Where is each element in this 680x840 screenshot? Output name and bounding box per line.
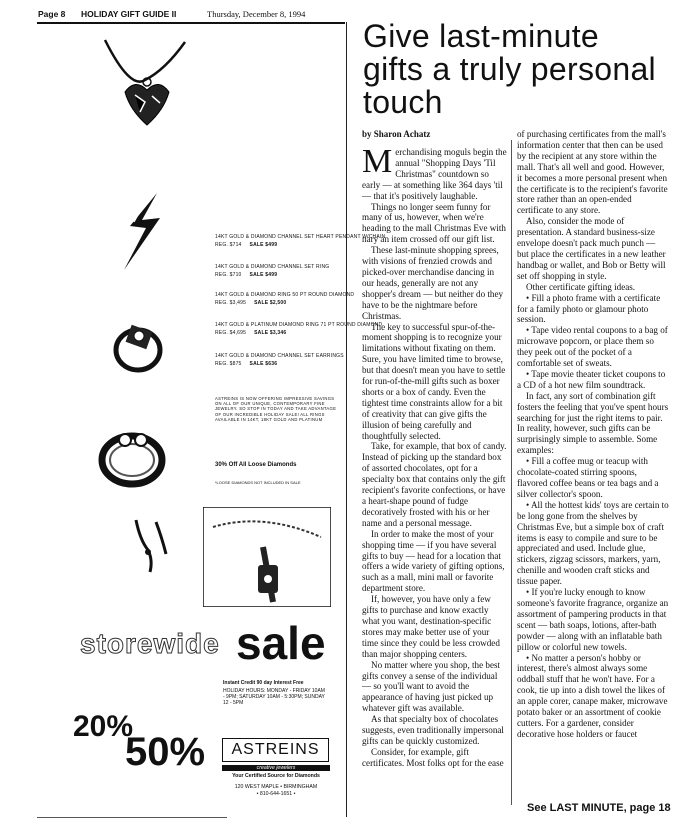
paragraph: In order to make the most of your shopping time — if you have several gifts to buy — head for a location that offers a wide variety of gifting options, such as a mall, mini mall or favorite department store. (362, 528, 505, 594)
store-slogan: Your Certified Source for Diamonds (232, 773, 320, 779)
paragraph: Take, for example, that box of candy. Instead of picking up the standard box of assorted chocolates, opt for a specialty box that contains only the gift recipient's favorite confections, or have a heart-shape pound of fudge decoratively frosted with his or her name and a personal message. (362, 441, 507, 528)
bracelet-photo (203, 507, 331, 607)
drop-cap: M (362, 143, 393, 180)
regular-price: REG. $3,495 (215, 300, 247, 306)
ad-product-item (215, 292, 354, 306)
paragraph: • Tape video rental coupons to a bag of microwave popcorn, or place them so they peek out of the pocket of a comfortable set of sweats. (517, 325, 668, 369)
store-phone: • 810-644-1651 • (256, 791, 296, 797)
product-description: 14KT GOLD & DIAMOND RING 50 PT ROUND DIAMOND (215, 292, 355, 298)
paragraph: If, however, you have only a few gifts to purchase and know exactly what you want, destination-specific stores may make better use of your time since they could be less crowded than major shopping centers. (362, 594, 500, 659)
paragraph: of purchasing certificates from the mall's information center that then can be used by the recipient at any store within the mall. That's all well and good. However, it becomes a more personal present when the certificate is to the recipient's favorite store rather than an open-ended certificate to any store. (517, 129, 668, 216)
ad-product-item (215, 353, 344, 367)
regular-price: REG. $875 (215, 361, 242, 367)
sale-heading: sale (236, 617, 326, 669)
paragraph: • All the hottest kids' toys are certain to be long gone from the shelves by Christmas Eve, but a simple box of craft items is easy to compile and sure to be appreciated and used. Include glue, stickers, zigzag scissors, markers, yarn, chenille and wooden craft sticks and tissue paper. (517, 499, 669, 587)
article-headline: Give last-minute gifts a truly personal touch (363, 18, 656, 120)
store-tagline: creative jewelers (222, 765, 330, 771)
store-logo: ASTREINS (222, 738, 329, 762)
paragraph: • Fill a photo frame with a certificate for a family photo or glamour photo session. (517, 292, 661, 325)
product-description: 14KT GOLD & DIAMOND CHANNEL SET RING (215, 264, 330, 270)
paragraph: The key to successful spur-of-the-moment shopping is to recognize your limitations without fixating on them. Sure, you have limited time to browse, but that doesn't mean you have to settle for run-of-the-mill gifts such as boxer shorts or a box of candy. Even the tightest time constraints allow for a bit of creativity that can give gifts the illusion of being carefully and thoughtfully selected. (362, 321, 506, 441)
discount-low: 20% (73, 710, 134, 743)
footer-rule (37, 817, 227, 818)
sale-price: SALE $636 (249, 361, 278, 367)
issue-date: Thursday, December 8, 1994 (207, 9, 306, 19)
paragraph: These last-minute shopping sprees, with visions of frenzied crowds and picked-over merchandise dancing in our heads, generally are not any shopper's dream — but neither do they have to be the nightmare before Christmas. (362, 245, 504, 321)
paragraph: • No matter a person's hobby or interest, there's almost always some oddball stuff that he won't have. For a cook, tie up into a dish towel the likes of an apple corer, canape maker, microwave potato baker or an assortment of cookie cutters. For a gardener, consider decorative hose holders or faucet (517, 652, 668, 739)
discount-high: 50% (125, 730, 206, 774)
ad-product-item (215, 264, 329, 278)
paragraph: In fact, any sort of combination gift fosters the feeling that you've spent hours searching for just the right items to pair. In reality, however, such gifts can be surprisingly simple to assemble. Some examples: (517, 390, 669, 456)
product-description: 14KT GOLD & PLATINUM DIAMOND RING 71 PT ROUND DIAMOND (215, 322, 383, 328)
paragraph: Also, consider the mode of presentation. A standard business-size envelope doesn't pack much punch — but place the certificates in a new leather handbag or wallet, and Bob or Betty will set off shopping in style. (517, 216, 666, 281)
paragraph: • Fill a coffee mug or teacup with chocolate-coated stirring spoons, flavored coffee beans or tea bags and a silver collector's spoon. (517, 456, 659, 499)
article-column-2 (517, 129, 669, 740)
ad-product-item (215, 234, 385, 248)
header-rule (37, 22, 345, 24)
regular-price: REG. $714 (215, 242, 242, 248)
storewide-heading: storewide (80, 628, 220, 659)
article-column-1 (362, 143, 507, 769)
column-divider (346, 22, 347, 817)
product-description: 14KT GOLD & DIAMOND CHANNEL SET EARRINGS (215, 353, 344, 359)
sale-price: SALE $499 (249, 242, 278, 248)
diamond-ring-photo (108, 318, 168, 378)
paragraph: Things no longer seem funny for many of us, however, when we're heading to the mall Christmas Eve with nary an item crossed off our gift list. (362, 201, 506, 245)
lightning-earring-photo (112, 188, 172, 278)
ad-product-item (215, 322, 382, 336)
regular-price: REG. $4,695 (215, 330, 247, 336)
paragraph: erchandising moguls begin the annual "Shopping Days 'Til Christmas" countdown so early — at something like 364 days 'til — that it's positively laughable. (362, 147, 507, 201)
continuation-link[interactable]: See LAST MINUTE, page 18 (527, 802, 671, 814)
paragraph: • If you're lucky enough to know someone's favorite fragrance, organize an assortment of pampering products in that scent — bath soaps, lotions, after-bath powder — along with an inflatable bath pillow or colorful new towels. (517, 587, 669, 652)
paragraph: Other certificate gifting ideas. (526, 281, 636, 292)
holiday-hours: HOLIDAY HOURS: MONDAY - FRIDAY 10AM - 9PM; SATURDAY 10AM - 5:30PM; SUNDAY 12 - 5PM (223, 688, 325, 706)
sale-price: SALE $499 (249, 272, 278, 278)
regular-price: REG. $710 (215, 272, 242, 278)
heart-pendant-photo (90, 30, 200, 140)
paragraph: • Tape movie theater ticket coupons to a CD of a hot new film soundtrack. (517, 368, 666, 390)
loose-diamonds-offer: 30% Off All Loose Diamonds (215, 462, 297, 468)
financing-offer: Instant Credit 90 day Interest Free (223, 680, 304, 686)
channel-earrings-photo (128, 510, 178, 580)
paragraph: Consider, for example, gift certificates. Most folks opt for the ease (362, 746, 504, 768)
article-column-divider (511, 140, 512, 805)
paragraph: No matter where you shop, the best gifts convey a sense of the individual — so you'll want to avoid the appearance of having just picked up whatever gift was available. (362, 659, 501, 714)
page-number: Page 8 (38, 9, 66, 19)
ad-fine-print: ASTREINS IS NOW OFFERING IMPRESSIVE SAVINGS ON ALL OF OUR UNIQUE, CONTEMPORARY FINE JEWELRY. SO STOP IN TODAY AND TAKE ADVANTAGE OF OUR INCREDIBLE HOLIDAY SALE! ALL RINGS AVAILABLE IN 14KT, 18KT GOLD AND PLATINUM (215, 396, 337, 422)
section-title: HOLIDAY GIFT GUIDE II (81, 9, 177, 19)
paragraph: As that specialty box of chocolates suggests, even traditionally impersonal gifts can be quickly customized. (362, 714, 504, 746)
ad-footnote: *LOOSE DIAMONDS NOT INCLUDED IN SALE (215, 480, 301, 485)
store-address: 120 WEST MAPLE • BIRMINGHAM (234, 784, 318, 790)
sale-price: SALE $2,500 (254, 300, 287, 306)
article-byline: by Sharon Achatz (362, 129, 431, 139)
sale-price: SALE $3,346 (254, 330, 287, 336)
product-description: 14KT GOLD & DIAMOND CHANNEL SET HEART PENDANT W/CHAIN (215, 234, 386, 240)
platinum-ring-photo (95, 418, 170, 493)
